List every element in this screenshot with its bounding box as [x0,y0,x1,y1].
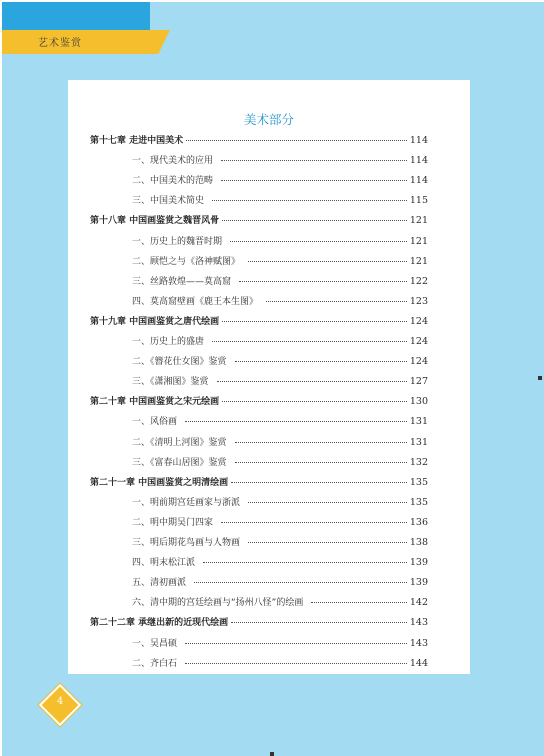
toc-page-number: 136 [409,516,428,528]
toc-section-row [132,555,428,568]
toc-entry-title: 四、明末松江派 [132,558,196,569]
toc-page-number: 130 [409,396,428,408]
toc-entry-title: 二、《清明上河图》鉴赏 [132,437,227,448]
dot-leader [185,662,407,664]
dot-leader [248,501,407,503]
toc-page-number: 123 [409,295,428,307]
toc-entry-title: 一、历史上的盛唐 [132,337,205,347]
toc-section-row [132,334,428,347]
toc-section-row [132,595,428,608]
toc-entry-title: 二、《簪花仕女图》鉴赏 [132,357,227,368]
toc-card [68,80,470,674]
dot-leader [235,441,407,443]
toc-entry-title: 五、清初画派 [132,578,187,589]
toc-chapter-row [90,133,428,146]
toc-entry-title: 第十九章 中国画鉴赏之唐代绘画 [90,316,220,327]
toc-section-row [132,414,428,427]
dot-leader [266,300,407,302]
toc-entry-title: 第二十章 中国画鉴赏之宋元绘画 [90,397,220,408]
toc-page-number: 124 [409,315,428,327]
toc-section-row [132,656,428,669]
toc-section-row [132,495,428,508]
dot-leader [235,360,407,362]
dot-leader [185,420,407,422]
toc-page-number: 142 [409,597,428,609]
dot-leader [194,581,407,583]
dot-leader [239,280,407,282]
page-number: 4 [56,696,64,707]
dot-leader [222,219,407,221]
toc-page-number: 114 [409,135,428,146]
dot-leader [248,541,407,543]
dot-leader [186,139,407,141]
toc-section-row [132,274,428,287]
toc-section-row [132,173,428,186]
toc-entry-title: 三、《富春山居图》鉴赏 [132,457,227,468]
toc-page-number: 143 [409,617,428,629]
dot-leader [311,601,407,603]
toc-entry-title: 二、顾恺之与《洛神赋图》 [132,256,241,267]
toc-section-row [132,354,428,367]
dot-leader [230,240,407,242]
toc-page-number: 135 [409,496,428,508]
toc-entry-title: 三、中国美术简史 [132,196,205,207]
toc-page-number: 115 [409,195,428,207]
dot-leader [221,521,407,523]
toc-page-number: 127 [409,376,428,388]
toc-page-number: 114 [409,175,428,187]
toc-page-number: 143 [409,637,428,649]
toc-entry-title: 一、吴昌硕 [132,638,178,649]
toc-page-number: 122 [409,275,428,287]
header-tab [2,30,170,54]
toc-entry-title: 一、历史上的魏晋时期 [132,236,223,247]
toc-section-row [132,374,428,387]
toc-page-number: 139 [409,577,428,589]
dot-leader [222,400,407,402]
toc-entry-title: 第十七章 走进中国美术 [90,136,184,146]
toc-section-row [132,234,428,247]
toc-page-number: 135 [409,476,428,488]
dot-leader [203,561,407,563]
toc-entry-title: 三、《潇湘图》鉴赏 [132,377,209,388]
toc-page-number: 131 [409,416,428,428]
toc-chapter-row [90,394,428,407]
toc-section-row [132,575,428,588]
toc-page-number: 121 [409,235,428,247]
dot-leader [212,199,407,201]
toc-section-row [132,153,428,166]
toc-chapter-row [90,213,428,226]
toc-section-row [132,455,428,468]
dot-leader [222,320,407,322]
toc-entry-title: 一、风俗画 [132,417,178,428]
toc-section-row [132,435,428,448]
header-color-block [2,2,150,30]
toc-entry-title: 三、丝路敦煌——莫高窟 [132,276,232,287]
toc-section-row [132,193,428,206]
toc-entry-title: 四、莫高窟壁画《鹿王本生图》 [132,296,259,307]
toc-entry-title: 一、现代美术的应用 [132,156,214,167]
toc-chapter-row [90,475,428,488]
dot-leader [248,260,407,262]
toc-page-number: 138 [409,537,428,548]
toc-section-row [132,515,428,528]
toc-chapter-row [90,314,428,327]
toc-section-row [132,535,428,548]
toc-page-number: 131 [409,436,428,448]
toc-entry-title: 第二十一章 中国画鉴赏之明清绘画 [90,477,229,488]
toc-entry-title: 二、中国美术的范畴 [132,176,214,187]
toc-page-number: 124 [409,336,428,347]
toc-page-number: 124 [409,356,428,368]
dot-leader [235,461,407,463]
section-title: 美术部分 [243,112,294,127]
toc-chapter-row [90,615,428,628]
toc-section-row [132,294,428,307]
toc-entry-title: 一、明前期宫廷画家与浙派 [132,497,241,508]
toc-page-number: 139 [409,557,428,569]
crop-mark-bottom [270,752,274,756]
toc-entry-title: 第十八章 中国画鉴赏之魏晋风骨 [90,216,220,227]
dot-leader [221,159,407,161]
toc-entry-title: 三、明后期花鸟画与人物画 [132,538,241,548]
crop-mark-right [538,376,542,380]
toc-page-number: 114 [409,155,428,167]
toc-entry-title: 二、明中期吴门四家 [132,517,214,528]
toc-page-number: 132 [409,456,428,468]
dot-leader [217,380,407,382]
toc-entry-title: 第二十二章 承继出新的近现代绘画 [90,618,229,629]
dot-leader [212,340,407,342]
toc-page-number: 121 [409,215,428,227]
dot-leader [221,179,407,181]
header-title: 艺术鉴赏 [38,38,82,49]
toc-page-number: 121 [409,255,428,267]
dot-leader [231,481,407,483]
toc-entry-title: 六、清中期的宫廷绘画与“扬州八怪”的绘画 [132,598,304,609]
toc-section-row [132,254,428,267]
dot-leader [231,621,407,623]
dot-leader [185,642,407,644]
toc-entry-title: 二、齐白石 [132,658,178,669]
toc-section-row [132,636,428,649]
toc-page-number: 144 [409,657,428,669]
